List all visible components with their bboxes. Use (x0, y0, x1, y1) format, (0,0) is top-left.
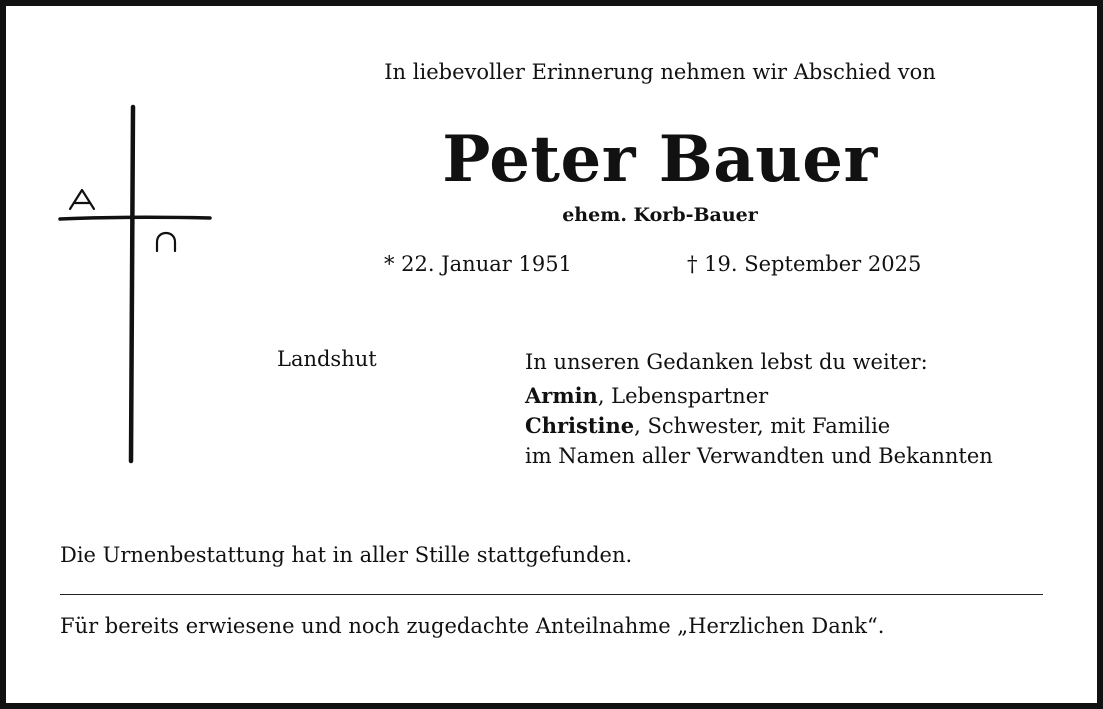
thanks-note: Für bereits erwiesene und noch zugedachte Anteilnahme „Herzlichen Dank“. (60, 614, 885, 638)
place-name: Landshut (277, 347, 377, 371)
alpha-omega-cross-icon (56, 104, 216, 469)
mourners-extra: im Namen aller Verwandten und Bekannten (525, 444, 993, 468)
mourner-relation: , Lebenspartner (597, 384, 769, 408)
mourner-line (525, 381, 993, 411)
mourners-intro: In unseren Gedanken lebst du weiter: (525, 350, 928, 374)
divider-line (60, 594, 1043, 595)
mourners-list (525, 381, 993, 471)
birth-date: * 22. Januar 1951 (384, 252, 572, 276)
mourner-relation: , Schwester, mit Familie (634, 414, 891, 438)
mourner-name: Christine (525, 413, 635, 438)
death-date: † 19. September 2025 (687, 252, 922, 276)
deceased-name: Peter Bauer (442, 122, 878, 197)
burial-note: Die Urnenbestattung hat in aller Stille stattgefunden. (60, 543, 633, 567)
intro-text: In liebevoller Erinnerung nehmen wir Abschied von (384, 60, 936, 84)
mourners-block (525, 347, 993, 471)
mourner-name: Armin (525, 383, 598, 408)
former-name: ehem. Korb-Bauer (562, 204, 758, 226)
mourner-line (525, 411, 993, 441)
